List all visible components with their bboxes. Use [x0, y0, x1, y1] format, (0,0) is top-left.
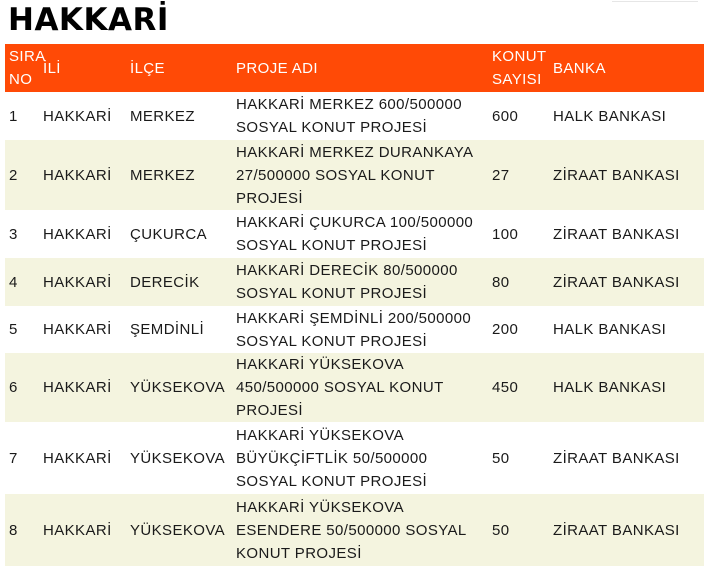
cell-konut-sayisi: 450	[492, 379, 519, 396]
header-proje-adi: PROJE ADI	[236, 59, 318, 77]
table-row	[5, 92, 704, 140]
cell-proje-adi: HAKKARİ DERECİK 80/500000 SOSYAL KONUT PROJESİ	[236, 262, 458, 302]
cell-sira-no: 5	[9, 321, 18, 338]
table-row	[5, 140, 704, 210]
cell-sira-no: 2	[9, 166, 18, 184]
cell-banka: ZİRAAT BANKASI	[553, 225, 680, 243]
cell-konut-sayisi: 27	[492, 166, 510, 184]
cell-ilce: ŞEMDİNLİ	[130, 321, 205, 338]
cell-proje-adi: HAKKARİ MERKEZ DURANKAYA 27/500000 SOSYAL KONUT PROJESİ	[236, 143, 473, 207]
cell-proje-adi: HAKKARİ ÇUKURCA 100/500000 SOSYAL KONUT PROJESİ	[236, 214, 474, 254]
cell-konut-sayisi: 600	[492, 107, 519, 125]
cell-banka: HALK BANKASI	[553, 321, 667, 338]
cell-ilce: MERKEZ	[130, 166, 195, 184]
header-sira-no: SIRA NO	[9, 48, 45, 88]
cell-sira-no: 1	[9, 107, 18, 125]
cell-banka: ZİRAAT BANKASI	[553, 166, 680, 184]
header-banka: BANKA	[553, 59, 606, 77]
header-konut-sayisi: KONUT SAYISI	[492, 48, 547, 88]
divider	[612, 1, 698, 2]
cell-konut-sayisi: 100	[492, 225, 519, 243]
cell-ili: HAKKARİ	[43, 107, 112, 125]
cell-ili: HAKKARİ	[43, 521, 112, 539]
table-header-row	[5, 44, 704, 92]
cell-ilce: YÜKSEKOVA	[130, 521, 226, 539]
cell-konut-sayisi: 80	[492, 273, 510, 291]
cell-banka: HALK BANKASI	[553, 107, 667, 125]
table-row	[5, 494, 704, 566]
cell-proje-adi: HAKKARİ YÜKSEKOVA 450/500000 SOSYAL KONUT PROJESİ	[236, 356, 444, 419]
housing-projects-table	[5, 44, 704, 566]
cell-banka: ZİRAAT BANKASI	[553, 449, 680, 467]
cell-ili: HAKKARİ	[43, 273, 112, 291]
cell-ilce: ÇUKURCA	[130, 225, 207, 243]
cell-ili: HAKKARİ	[43, 225, 112, 243]
cell-ili: HAKKARİ	[43, 379, 112, 396]
table-row	[5, 353, 704, 422]
cell-ilce: DERECİK	[130, 273, 200, 291]
cell-sira-no: 7	[9, 449, 18, 467]
cell-banka: ZİRAAT BANKASI	[553, 521, 680, 539]
table-row	[5, 422, 704, 494]
cell-konut-sayisi: 200	[492, 321, 519, 338]
table-row	[5, 210, 704, 258]
cell-konut-sayisi: 50	[492, 521, 510, 539]
table-row	[5, 258, 704, 306]
cell-sira-no: 3	[9, 225, 18, 243]
cell-ili: HAKKARİ	[43, 321, 112, 338]
cell-proje-adi: HAKKARİ YÜKSEKOVA ESENDERE 50/500000 SOSYAL KONUT PROJESİ	[236, 498, 467, 562]
cell-ilce: YÜKSEKOVA	[130, 379, 226, 396]
cell-ilce: MERKEZ	[130, 107, 195, 125]
page-title: HAKKARİ	[8, 2, 169, 38]
header-ilce: İLÇE	[130, 59, 165, 77]
cell-ilce: YÜKSEKOVA	[130, 449, 226, 467]
cell-proje-adi: HAKKARİ MERKEZ 600/500000 SOSYAL KONUT PROJESİ	[236, 96, 462, 136]
cell-sira-no: 6	[9, 379, 18, 396]
cell-ili: HAKKARİ	[43, 449, 112, 467]
table-row	[5, 306, 704, 353]
cell-banka: ZİRAAT BANKASI	[553, 273, 680, 291]
cell-sira-no: 8	[9, 521, 18, 539]
header-ili: İLİ	[43, 59, 61, 77]
cell-proje-adi: HAKKARİ YÜKSEKOVA BÜYÜKÇİFTLİK 50/500000 SOSYAL KONUT PROJESİ	[236, 426, 428, 490]
cell-proje-adi: HAKKARİ ŞEMDİNLİ 200/500000 SOSYAL KONUT PROJESİ	[236, 309, 472, 350]
cell-sira-no: 4	[9, 273, 18, 291]
cell-ili: HAKKARİ	[43, 166, 112, 184]
cell-konut-sayisi: 50	[492, 449, 510, 467]
cell-banka: HALK BANKASI	[553, 379, 667, 396]
